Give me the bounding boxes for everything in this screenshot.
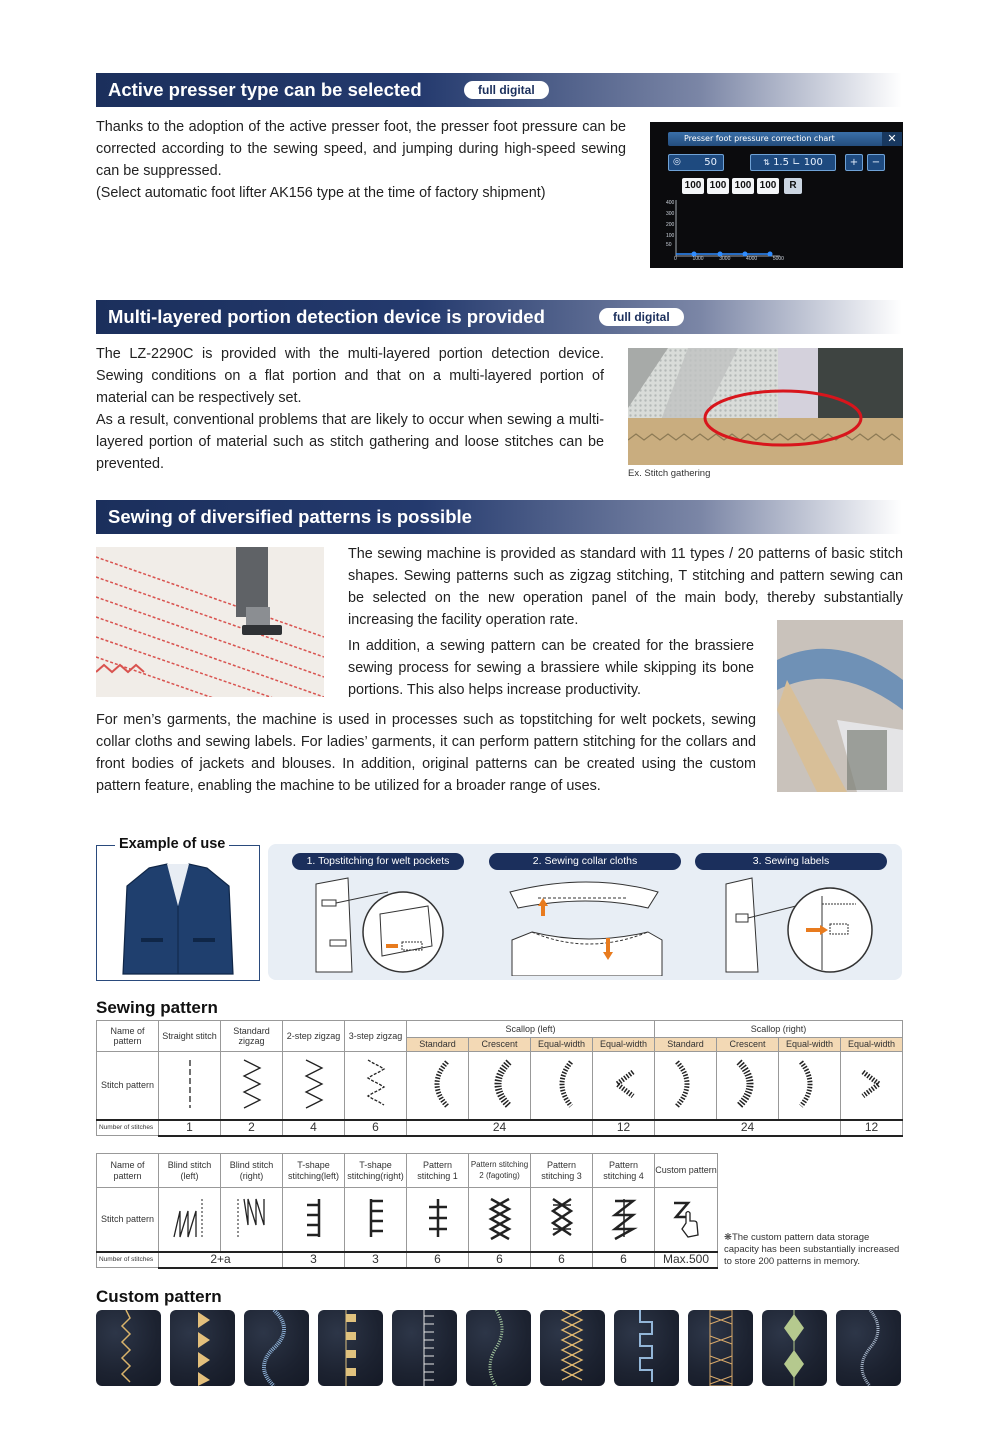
value-button[interactable]: 100 [757,178,779,194]
pattern-name: Pattern stitching 3 [531,1154,593,1188]
value-button[interactable]: 100 [707,178,729,194]
pressure-correction-screen [650,122,903,268]
stitch-count: 6 [593,1252,655,1268]
section-banner-active-presser [96,73,902,107]
label-illustration [718,876,888,976]
scallop-left-equal-small-glyph [593,1052,655,1120]
ratio-value: 1.5 [773,157,789,168]
sewing-pattern-table-2 [96,1153,718,1269]
pattern-stitch-2-glyph [469,1188,531,1252]
full-digital-badge: full digital [464,81,549,99]
custom-pattern-sample [392,1310,457,1386]
section3-text-3: For men’s garments, the machine is used in processes such as topstitching for welt pockets, sewing collar cloths and sewing labels. For ladies’ garments, it can perform pattern stitching for the collars and front bodies of jackets and blouses. In addition, original patterns can be created using the custom pattern feature, enabling the machine to be utilized for a broader range of uses. [96,712,756,794]
pattern-stitch-1-glyph [407,1188,469,1252]
screen-title-bar [668,132,902,146]
paragraph: As a result, conventional problems that are likely to occur when sewing a multi-layered portion of material such as stitch gathering and loose stitches can be prevented. [96,412,604,472]
scallop-right-header: Scallop (right) [655,1021,903,1038]
example-steps-panel [268,844,902,980]
blind-stitch-left-glyph [159,1188,221,1252]
stitch-count: 12 [841,1120,903,1136]
scallop-left-standard-glyph [407,1052,469,1120]
paragraph: The LZ-2290C is provided with the multi-layered portion detection device. Sewing conditions on a flat portion and that on a multi-layered portion of material can be respectively set. [96,346,604,406]
section3-text-2: In addition, a sewing pattern can be created for the brassiere sewing process for sewing a brassiere while skipping its bone portions. This also helps increase productivity. [348,638,754,698]
pattern-name: Blind stitch (right) [221,1154,283,1188]
custom-pattern-sample [244,1310,309,1386]
value-button[interactable]: 100 [732,178,754,194]
pattern-name: Pattern stitching 4 [593,1154,655,1188]
custom-pattern-sample [688,1310,753,1386]
custom-pattern-sample [614,1310,679,1386]
pattern-stitch-4-glyph [593,1188,655,1252]
section3-text-1: The sewing machine is provided as standard with 11 types / 20 patterns of basic stitch shapes. Sewing patterns such as zigzag stitching, T stitching and pattern sewing can be selected on the new operation panel of the main body, thereby substantially increasing the facility operation rate. [348,546,903,628]
zigzag-3step-glyph [345,1052,407,1120]
x-axis-ticks: 0 1000 3000 4000 5000 [674,256,784,262]
scallop-left-equal-glyph [531,1052,593,1120]
pattern-name: Pattern stitching 2 (fagoting) [469,1154,531,1188]
stitch-count: 2 [221,1120,283,1136]
pattern-name: T-shape stitching(left) [283,1154,345,1188]
section-banner-patterns [96,500,902,534]
pattern-stitch-3-glyph [531,1188,593,1252]
section2-text [96,343,604,475]
t-shape-left-glyph [283,1188,345,1252]
stitch-count: 3 [283,1252,345,1268]
photo-caption: Ex. Stitch gathering [628,468,711,479]
section-title: Active presser type can be selected [108,79,422,100]
custom-pattern-sample [318,1310,383,1386]
name-label: Name of pattern [97,1154,159,1188]
scallop-subtype: Equal-width [779,1038,841,1052]
custom-pattern-sample [466,1310,531,1386]
scallop-subtype: Standard [407,1038,469,1052]
sewing-pattern-table-1 [96,1020,903,1137]
collar-illustration [508,876,668,976]
stitch-gathering-photo [628,348,903,465]
pattern-name: Straight stitch [159,1021,221,1052]
scallop-right-equal-small-glyph [841,1052,903,1120]
stitch-count: 6 [407,1252,469,1268]
count-label: Number of stitches [97,1120,159,1136]
stitch-label: Stitch pattern [97,1052,159,1120]
zigzag-glyph [221,1052,283,1120]
scallop-right-equal-glyph [779,1052,841,1120]
value-button[interactable]: 100 [682,178,704,194]
stitch-count: 12 [593,1120,655,1136]
stitch-count: 4 [283,1120,345,1136]
pattern-name: 2-step zigzag [283,1021,345,1052]
section-banner-multilayer [96,300,902,334]
scallop-right-standard-glyph [655,1052,717,1120]
section-title: Multi-layered portion detection device is provided [108,306,545,327]
custom-pattern-sample [96,1310,161,1386]
stitch-count: 24 [407,1120,593,1136]
stitch-count: 2+a [159,1252,283,1268]
count-label: Number of stitches [97,1252,159,1268]
speed-field[interactable] [668,154,724,171]
ratio-icon: ⇅ [763,158,770,167]
speed-value: 50 [704,157,717,168]
step-label: 1. Topstitching for welt pockets [292,853,464,870]
stitch-count: 24 [655,1120,841,1136]
correction-field[interactable] [750,154,836,171]
straight-stitch-glyph [159,1052,221,1120]
full-digital-badge: full digital [599,308,684,326]
stitch-label: Stitch pattern [97,1188,159,1252]
example-jacket-box [96,845,260,981]
stitch-count: 6 [345,1120,407,1136]
pressure-value: 100 [803,157,823,168]
pattern-name: Pattern stitching 1 [407,1154,469,1188]
close-icon[interactable]: ✕ [882,132,902,146]
paragraph: Thanks to the adoption of the active presser foot, the presser foot pressure can be corrected according to the sewing speed, and jumping during high-speed sewing can be suppressed. [96,119,626,179]
step-label: 3. Sewing labels [695,853,887,870]
sewing-pattern-heading: Sewing pattern [96,998,218,1017]
speed-icon: ◎ [673,157,681,167]
scallop-subtype: Crescent [469,1038,531,1052]
plus-button[interactable]: + [845,154,863,171]
screen-title: Presser foot pressure correction chart [684,134,835,143]
custom-pattern-sample [540,1310,605,1386]
stitch-count: 3 [345,1252,407,1268]
y-axis-ticks: 400 300 200 100 50 [666,200,675,248]
stitch-count: Max.500 [655,1252,718,1268]
stitch-count: 6 [469,1252,531,1268]
scallop-subtype: Standard [655,1038,717,1052]
jacket-illustration [97,846,259,980]
blind-stitch-right-glyph [221,1188,283,1252]
reset-button[interactable]: R [784,178,802,194]
stitch-count: 6 [531,1252,593,1268]
sewing-machine-photo [96,547,324,697]
step-label: 2. Sewing collar cloths [489,853,681,870]
scallop-subtype: Crescent [717,1038,779,1052]
custom-pattern-sample [762,1310,827,1386]
t-shape-right-glyph [345,1188,407,1252]
scallop-subtype: Equal-width [841,1038,903,1052]
section-title: Sewing of diversified patterns is possible [108,506,472,527]
custom-pattern-hand-icon [655,1188,718,1252]
paragraph: (Select automatic foot lifter AK156 type at the time of factory shipment) [96,185,546,201]
pattern-name: Custom pattern [655,1154,718,1188]
pattern-name: 3-step zigzag [345,1021,407,1052]
scallop-subtype: Equal-width [531,1038,593,1052]
scallop-subtype: Equal-width [593,1038,655,1052]
welt-pocket-illustration [308,876,458,976]
custom-pattern-note: ❋The custom pattern data storage capacity has been substantially increased to store 200 patterns in memory. [724,1232,900,1267]
custom-pattern-sample [836,1310,901,1386]
scallop-right-crescent-glyph [717,1052,779,1120]
scallop-left-header: Scallop (left) [407,1021,655,1038]
custom-pattern-sample [170,1310,235,1386]
section1-text [96,116,626,204]
pattern-name: Blind stitch (left) [159,1154,221,1188]
pattern-name: T-shape stitching(right) [345,1154,407,1188]
name-label: Name of pattern [97,1021,159,1052]
custom-pattern-heading: Custom pattern [96,1287,222,1306]
scallop-left-crescent-glyph [469,1052,531,1120]
pattern-name: Standard zigzag [221,1021,283,1052]
zigzag-2step-glyph [283,1052,345,1120]
brassiere-photo [777,620,903,792]
stitch-count: 1 [159,1120,221,1136]
minus-button[interactable]: − [867,154,885,171]
foot-icon: ∟ [792,157,801,168]
example-of-use-title: Example of use [115,836,229,852]
